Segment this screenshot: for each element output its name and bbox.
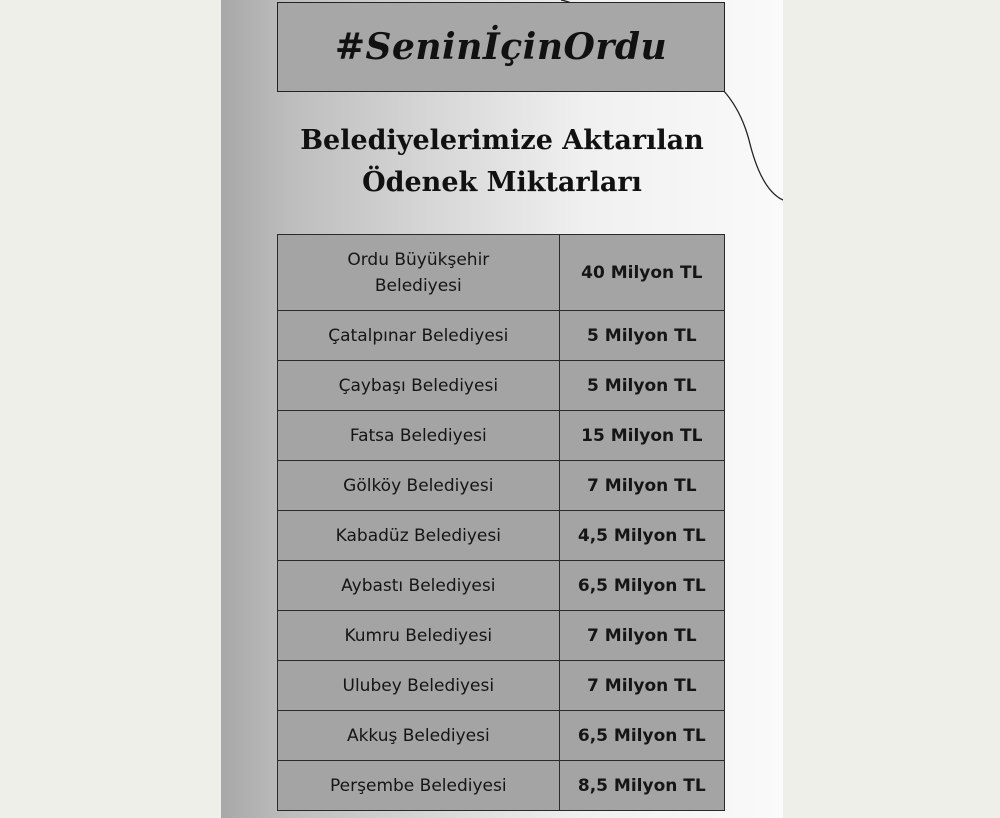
allocation-amount: 15 Milyon TL — [559, 411, 724, 461]
allocation-amount: 6,5 Milyon TL — [559, 561, 724, 611]
municipality-name: Kabadüz Belediyesi — [278, 511, 560, 561]
municipality-name: Fatsa Belediyesi — [278, 411, 560, 461]
allocation-table — [277, 234, 725, 811]
table-row — [278, 661, 725, 711]
table-row — [278, 711, 725, 761]
title-line-1: Belediyelerimize Aktarılan — [300, 125, 704, 156]
allocation-amount: 7 Milyon TL — [559, 461, 724, 511]
page-title — [221, 120, 783, 204]
title-line-2: Ödenek Miktarları — [362, 167, 642, 198]
allocation-amount: 7 Milyon TL — [559, 611, 724, 661]
allocation-amount: 8,5 Milyon TL — [559, 761, 724, 811]
municipality-name: Ulubey Belediyesi — [278, 661, 560, 711]
table-row — [278, 761, 725, 811]
table-row — [278, 311, 725, 361]
hashtag-banner — [277, 2, 725, 92]
municipality-name: Perşembe Belediyesi — [278, 761, 560, 811]
municipality-name: Çaybaşı Belediyesi — [278, 361, 560, 411]
table-row — [278, 235, 725, 311]
municipality-name: Gölköy Belediyesi — [278, 461, 560, 511]
table-row — [278, 561, 725, 611]
allocation-amount: 5 Milyon TL — [559, 311, 724, 361]
table-row — [278, 361, 725, 411]
table-row — [278, 461, 725, 511]
allocation-amount: 7 Milyon TL — [559, 661, 724, 711]
allocation-amount: 5 Milyon TL — [559, 361, 724, 411]
municipality-name: Çatalpınar Belediyesi — [278, 311, 560, 361]
allocation-amount: 6,5 Milyon TL — [559, 711, 724, 761]
municipality-name: Kumru Belediyesi — [278, 611, 560, 661]
table-row — [278, 611, 725, 661]
poster — [221, 0, 783, 818]
allocation-amount: 4,5 Milyon TL — [559, 511, 724, 561]
municipality-name — [278, 235, 560, 311]
table-row — [278, 411, 725, 461]
municipality-name: Akkuş Belediyesi — [278, 711, 560, 761]
hashtag-text: #SeninİçinOrdu — [334, 26, 668, 68]
allocation-amount: 40 Milyon TL — [559, 235, 724, 311]
table-row — [278, 511, 725, 561]
municipality-name-line-1: Ordu Büyükşehir — [347, 249, 490, 270]
municipality-name: Aybastı Belediyesi — [278, 561, 560, 611]
municipality-name-line-2: Belediyesi — [374, 275, 462, 296]
